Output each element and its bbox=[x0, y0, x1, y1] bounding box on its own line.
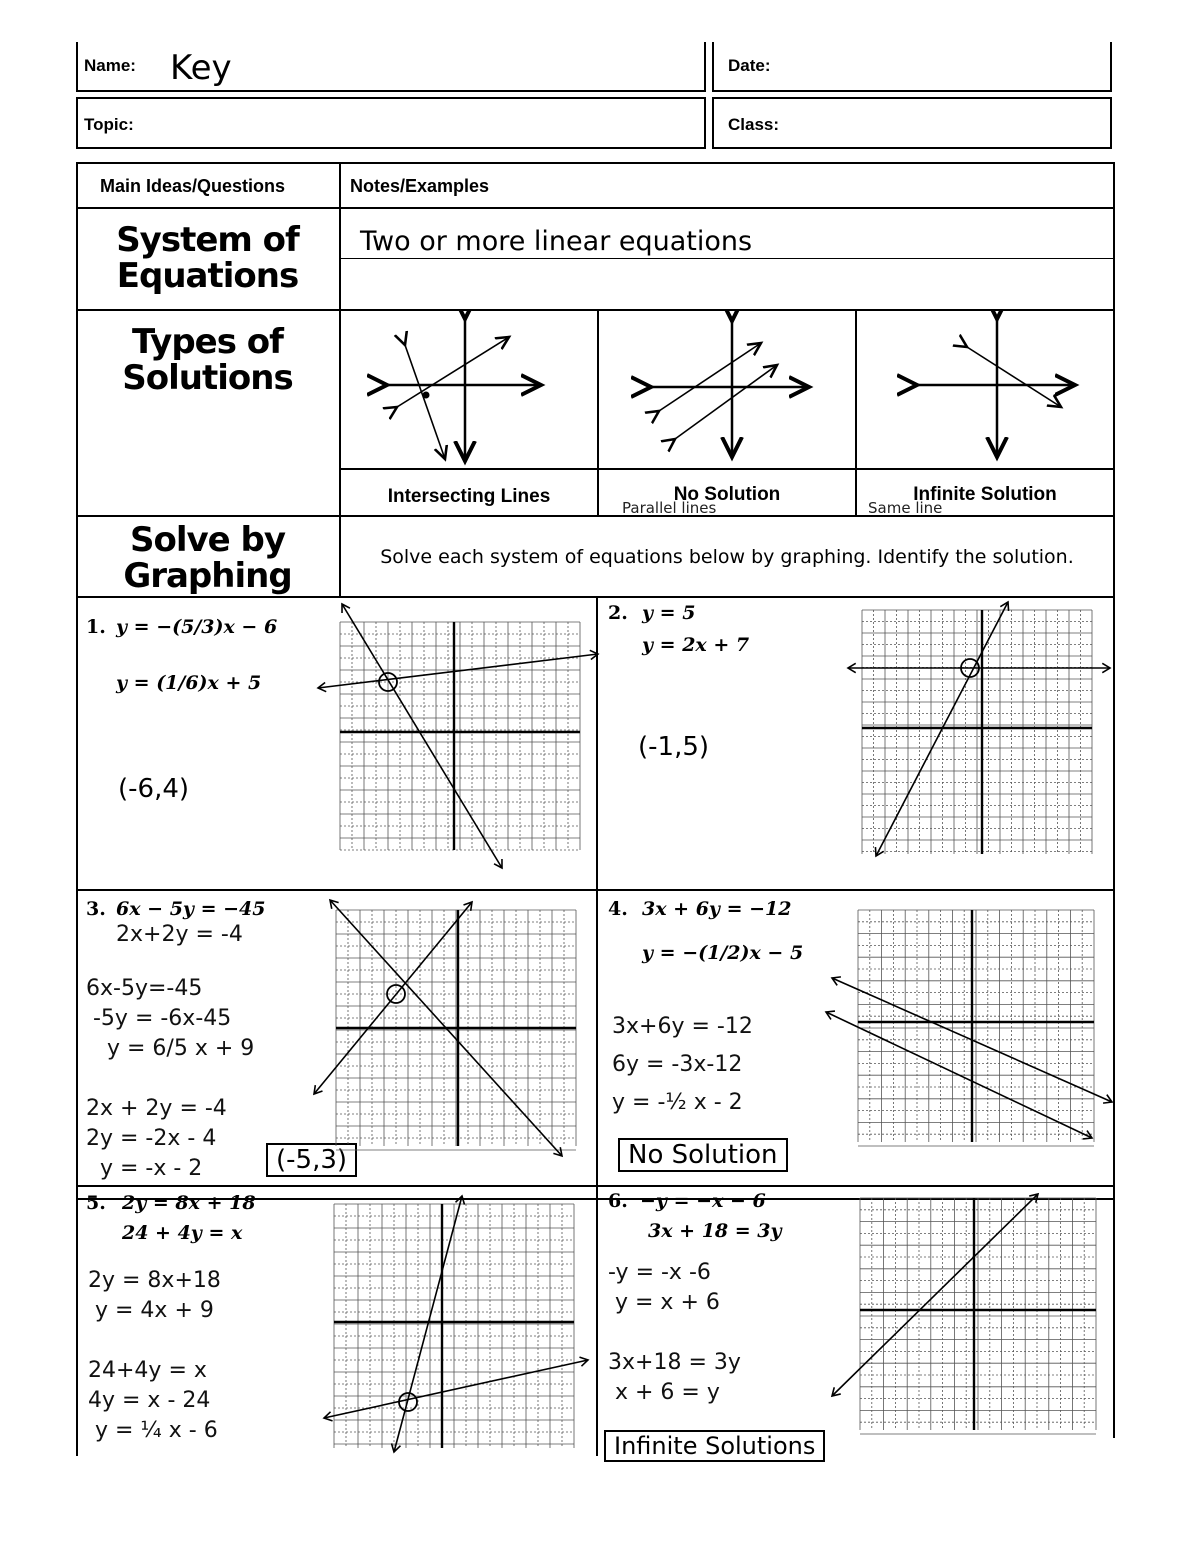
row1-title: System of Equations bbox=[116, 220, 299, 296]
problem-1-eq2: y = (1/6)x + 5 bbox=[116, 672, 262, 694]
col2-header: Notes/Examples bbox=[350, 176, 490, 196]
class-field[interactable] bbox=[712, 97, 1112, 149]
problem-6-work: -y = -x -6 y = x + 6 3x+18 = 3y x + 6 = y bbox=[608, 1260, 741, 1405]
problem-3-number: 3. bbox=[86, 898, 106, 920]
problem-5-number: 5. bbox=[86, 1192, 106, 1214]
problem-3-answer: (-5,3) bbox=[266, 1143, 357, 1177]
coordinate-grid bbox=[860, 1198, 1096, 1434]
problem-2-eq1: y = 5 bbox=[642, 602, 696, 624]
problem-5-graph bbox=[318, 1190, 596, 1458]
problem-4-number: 4. bbox=[608, 898, 628, 920]
problem-5-work: 2y = 8x+18 y = 4x + 9 24+4y = x 4y = x - 24 y = ¼ x - 6 bbox=[88, 1268, 221, 1443]
row3-instruction: Solve each system of equations below by graphing. Identify the solution. bbox=[380, 546, 1074, 568]
col1-header: Main Ideas/Questions bbox=[100, 176, 286, 196]
type-caption-infinite: Infinite Solution bbox=[913, 484, 1057, 505]
problem-4-eq2: y = −(1/2)x − 5 bbox=[642, 942, 804, 964]
problem-2-graph bbox=[842, 596, 1114, 862]
problem-3-eq2: 2x+2y = -4 bbox=[116, 922, 243, 947]
graphed-line bbox=[314, 902, 472, 1094]
graphed-line bbox=[832, 1194, 1038, 1396]
type-note-same-line: Same line bbox=[868, 499, 943, 517]
date-label: Date: bbox=[728, 56, 771, 75]
problem-1-graph bbox=[312, 600, 602, 872]
name-field[interactable] bbox=[76, 42, 706, 92]
problem-2-answer: (-1,5) bbox=[638, 732, 710, 762]
coordinate-grid bbox=[334, 1204, 574, 1448]
problem-3-eq1: 6x − 5y = −45 bbox=[116, 898, 266, 920]
row3-title: Solve by Graphing bbox=[123, 520, 292, 596]
problem-2-eq2: y = 2x + 7 bbox=[642, 634, 750, 656]
intersecting-lines-diagram bbox=[341, 311, 597, 467]
problem-6-eq2: 3x + 18 = 3y bbox=[648, 1220, 782, 1242]
graphed-line bbox=[324, 1360, 588, 1418]
problem-4-answer: No Solution bbox=[618, 1138, 788, 1172]
parallel-lines-diagram bbox=[599, 311, 855, 467]
coordinate-grid bbox=[858, 910, 1094, 1146]
header-row-divider bbox=[76, 207, 1115, 209]
problem-3-graph bbox=[306, 896, 592, 1160]
topic-field[interactable] bbox=[76, 97, 706, 149]
problem-6-number: 6. bbox=[608, 1190, 628, 1212]
coordinate-grid bbox=[340, 622, 580, 850]
problem-5-eq2: 24 + 4y = x bbox=[122, 1222, 243, 1244]
problem-6-eq1: −y = −x − 6 bbox=[640, 1190, 766, 1212]
problem-6-answer: Infinite Solutions bbox=[604, 1430, 825, 1462]
date-field[interactable] bbox=[712, 42, 1112, 92]
type-caption-intersecting: Intersecting Lines bbox=[387, 486, 551, 507]
type-note-parallel: Parallel lines bbox=[622, 499, 717, 517]
graphed-line bbox=[342, 604, 502, 868]
left-edge-extension bbox=[76, 1198, 78, 1456]
class-label: Class: bbox=[728, 115, 780, 134]
problem-3-work: 6x-5y=-45 -5y = -6x-45 y = 6/5 x + 9 2x + 2y = -4 2y = -2x - 4 y = -x - 2 bbox=[86, 976, 255, 1181]
type-caption-no-solution: No Solution bbox=[673, 484, 781, 505]
name-value: Key bbox=[170, 48, 232, 88]
problem-2-number: 2. bbox=[608, 602, 628, 624]
problem-5-eq1: 2y = 8x + 18 bbox=[122, 1192, 256, 1214]
problem-4-work: 3x+6y = -12 6y = -3x-12 y = -½ x - 2 bbox=[612, 1014, 753, 1115]
note-line bbox=[340, 258, 1115, 259]
caption-divider bbox=[340, 468, 1115, 470]
row2-title: Types of Solutions bbox=[122, 322, 293, 398]
problem-4-eq1: 3x + 6y = −12 bbox=[642, 898, 792, 920]
problem-1-answer: (-6,4) bbox=[118, 774, 190, 804]
problem-1-number: 1. bbox=[86, 616, 106, 638]
same-line-diagram bbox=[857, 311, 1113, 467]
row1-note: Two or more linear equations bbox=[360, 226, 753, 257]
problem-4-graph bbox=[822, 902, 1116, 1148]
problem-1-eq1: y = −(5/3)x − 6 bbox=[116, 616, 278, 638]
problem-6-graph bbox=[824, 1190, 1114, 1440]
name-label: Name: bbox=[84, 56, 136, 75]
row2-divider bbox=[76, 515, 1115, 517]
topic-label: Topic: bbox=[84, 115, 134, 134]
